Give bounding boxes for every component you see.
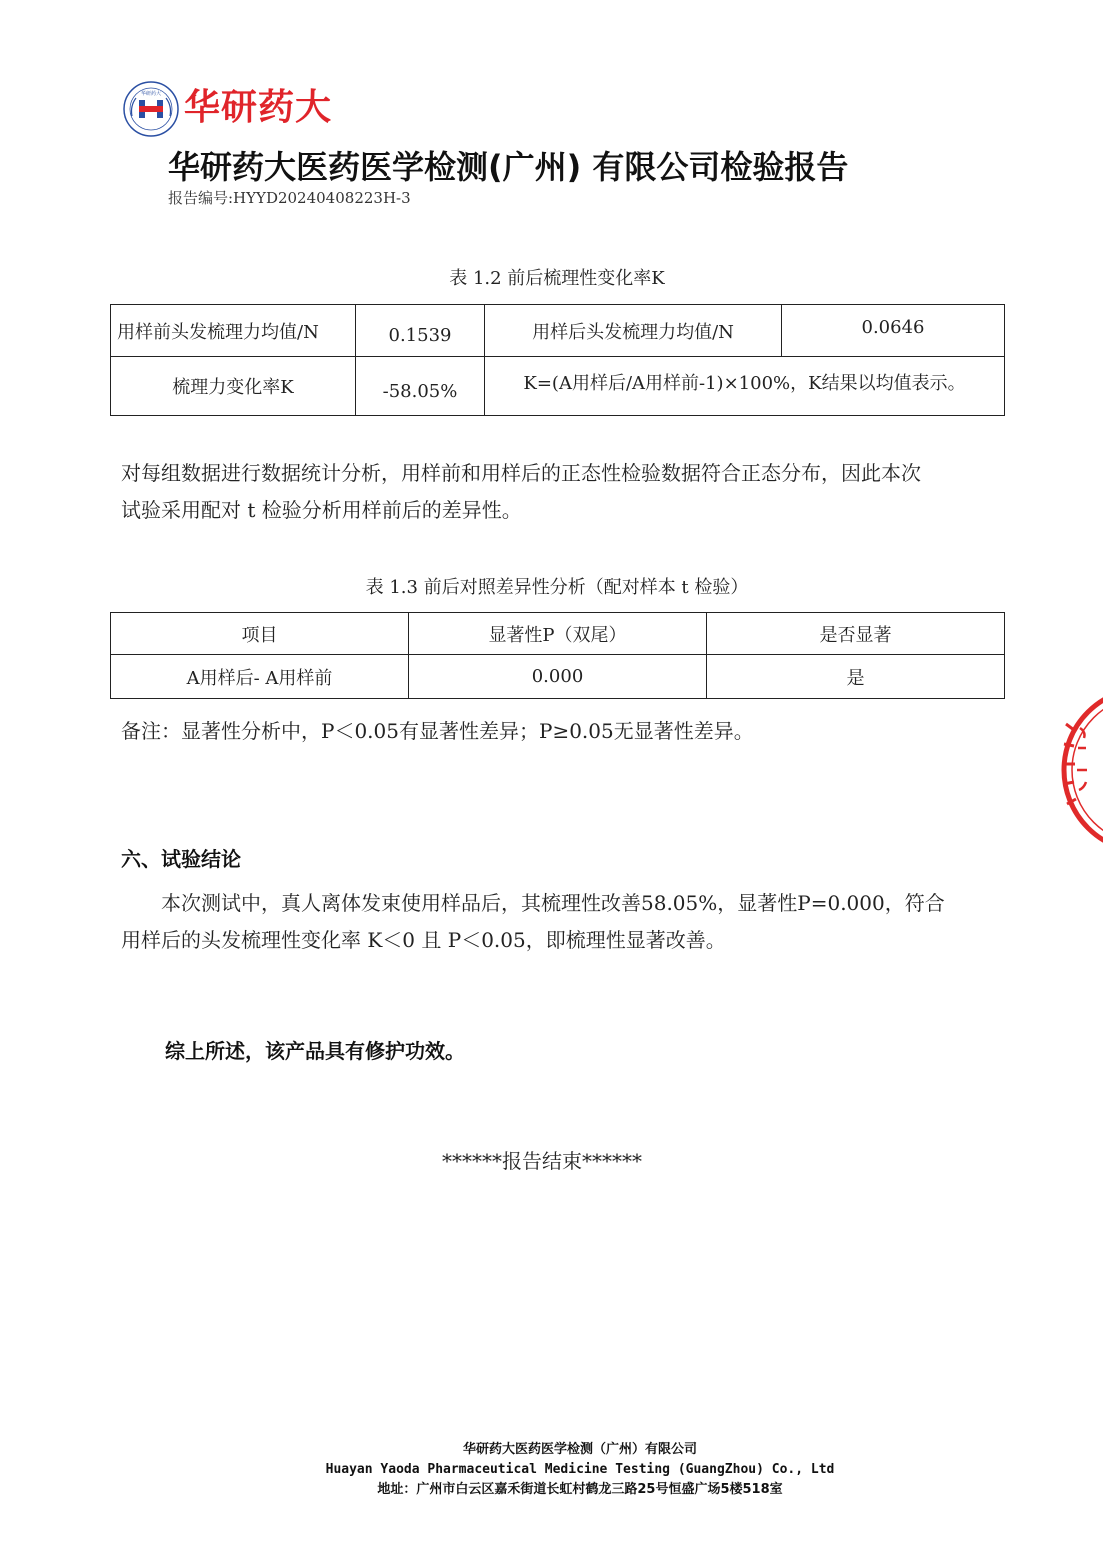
table-cell: 是 xyxy=(707,655,1005,699)
table-cell: -58.05% xyxy=(356,357,485,416)
table-1-3-caption: 表 1.3 前后对照差异性分析（配对样本 t 检验） xyxy=(365,577,749,598)
logo-seal-text: 华研药大 xyxy=(140,91,162,97)
table-cell: 梳理力变化率K xyxy=(111,357,356,416)
table-row xyxy=(111,655,1005,699)
table-header-cell: 是否显著 xyxy=(707,613,1005,655)
company-seal-stamp xyxy=(1060,684,1103,856)
table-cell: K=(A用样后/A用样前-1)×100%，K结果以均值表示。 xyxy=(485,357,1005,416)
logo-seal-icon xyxy=(122,80,180,138)
footer-company-cn: 华研药大医药医学检测（广州）有限公司 xyxy=(462,1442,697,1457)
table-cell: A用样后- A用样前 xyxy=(111,655,409,699)
table-1-3 xyxy=(110,612,1005,699)
paragraph-line: 用样后的头发梳理性变化率 K＜0 且 P＜0.05，即梳理性显著改善。 xyxy=(121,928,726,952)
table-cell: 0.0646 xyxy=(782,305,1005,357)
note: 备注：显著性分析中，P＜0.05有显著性差异；P≥0.05无显著性差异。 xyxy=(121,719,754,743)
summary: 综上所述，该产品具有修护功效。 xyxy=(165,1039,465,1063)
table-cell: 0.1539 xyxy=(356,305,485,357)
conclusion-heading: 六、试验结论 xyxy=(121,847,241,871)
paragraph-line: 试验采用配对 t 检验分析用样前后的差异性。 xyxy=(121,498,522,522)
paragraph-line: 本次测试中，真人离体发束使用样品后，其梳理性改善58.05%，显著性P=0.000，符合 xyxy=(161,891,945,915)
table-cell: 0.000 xyxy=(409,655,707,699)
document-title: 华研药大医药医学检测(广州) 有限公司检验报告 xyxy=(168,148,849,186)
report-end-mark: ******报告结束****** xyxy=(442,1149,642,1173)
seal-stamp-icon xyxy=(1060,684,1103,856)
report-number: 报告编号:HYYD20240408223H-3 xyxy=(168,189,411,207)
brand-name: 华研药大 xyxy=(184,87,333,128)
table-cell: 用样前头发梳理力均值/N xyxy=(111,305,356,357)
table-header-cell: 项目 xyxy=(111,613,409,655)
table-cell: 用样后头发梳理力均值/N xyxy=(485,305,782,357)
table-1-2-caption: 表 1.2 前后梳理性变化率K xyxy=(449,268,665,289)
analysis-paragraph xyxy=(121,455,1021,529)
conclusion-paragraph xyxy=(121,885,1021,959)
table-row xyxy=(111,357,1005,416)
footer-address: 地址：广州市白云区嘉禾街道长虹村鹤龙三路25号恒盛广场5楼518室 xyxy=(377,1482,783,1497)
table-row xyxy=(111,305,1005,357)
table-header-cell: 显著性P（双尾） xyxy=(409,613,707,655)
company-logo xyxy=(122,80,342,138)
table-1-2 xyxy=(110,304,1005,416)
footer-company-en: Huayan Yaoda Pharmaceutical Medicine Testing (GuangZhou) Co., Ltd xyxy=(325,1462,835,1477)
table-header-row xyxy=(111,613,1005,655)
paragraph-line: 对每组数据进行数据统计分析，用样前和用样后的正态性检验数据符合正态分布，因此本次 xyxy=(121,461,921,485)
